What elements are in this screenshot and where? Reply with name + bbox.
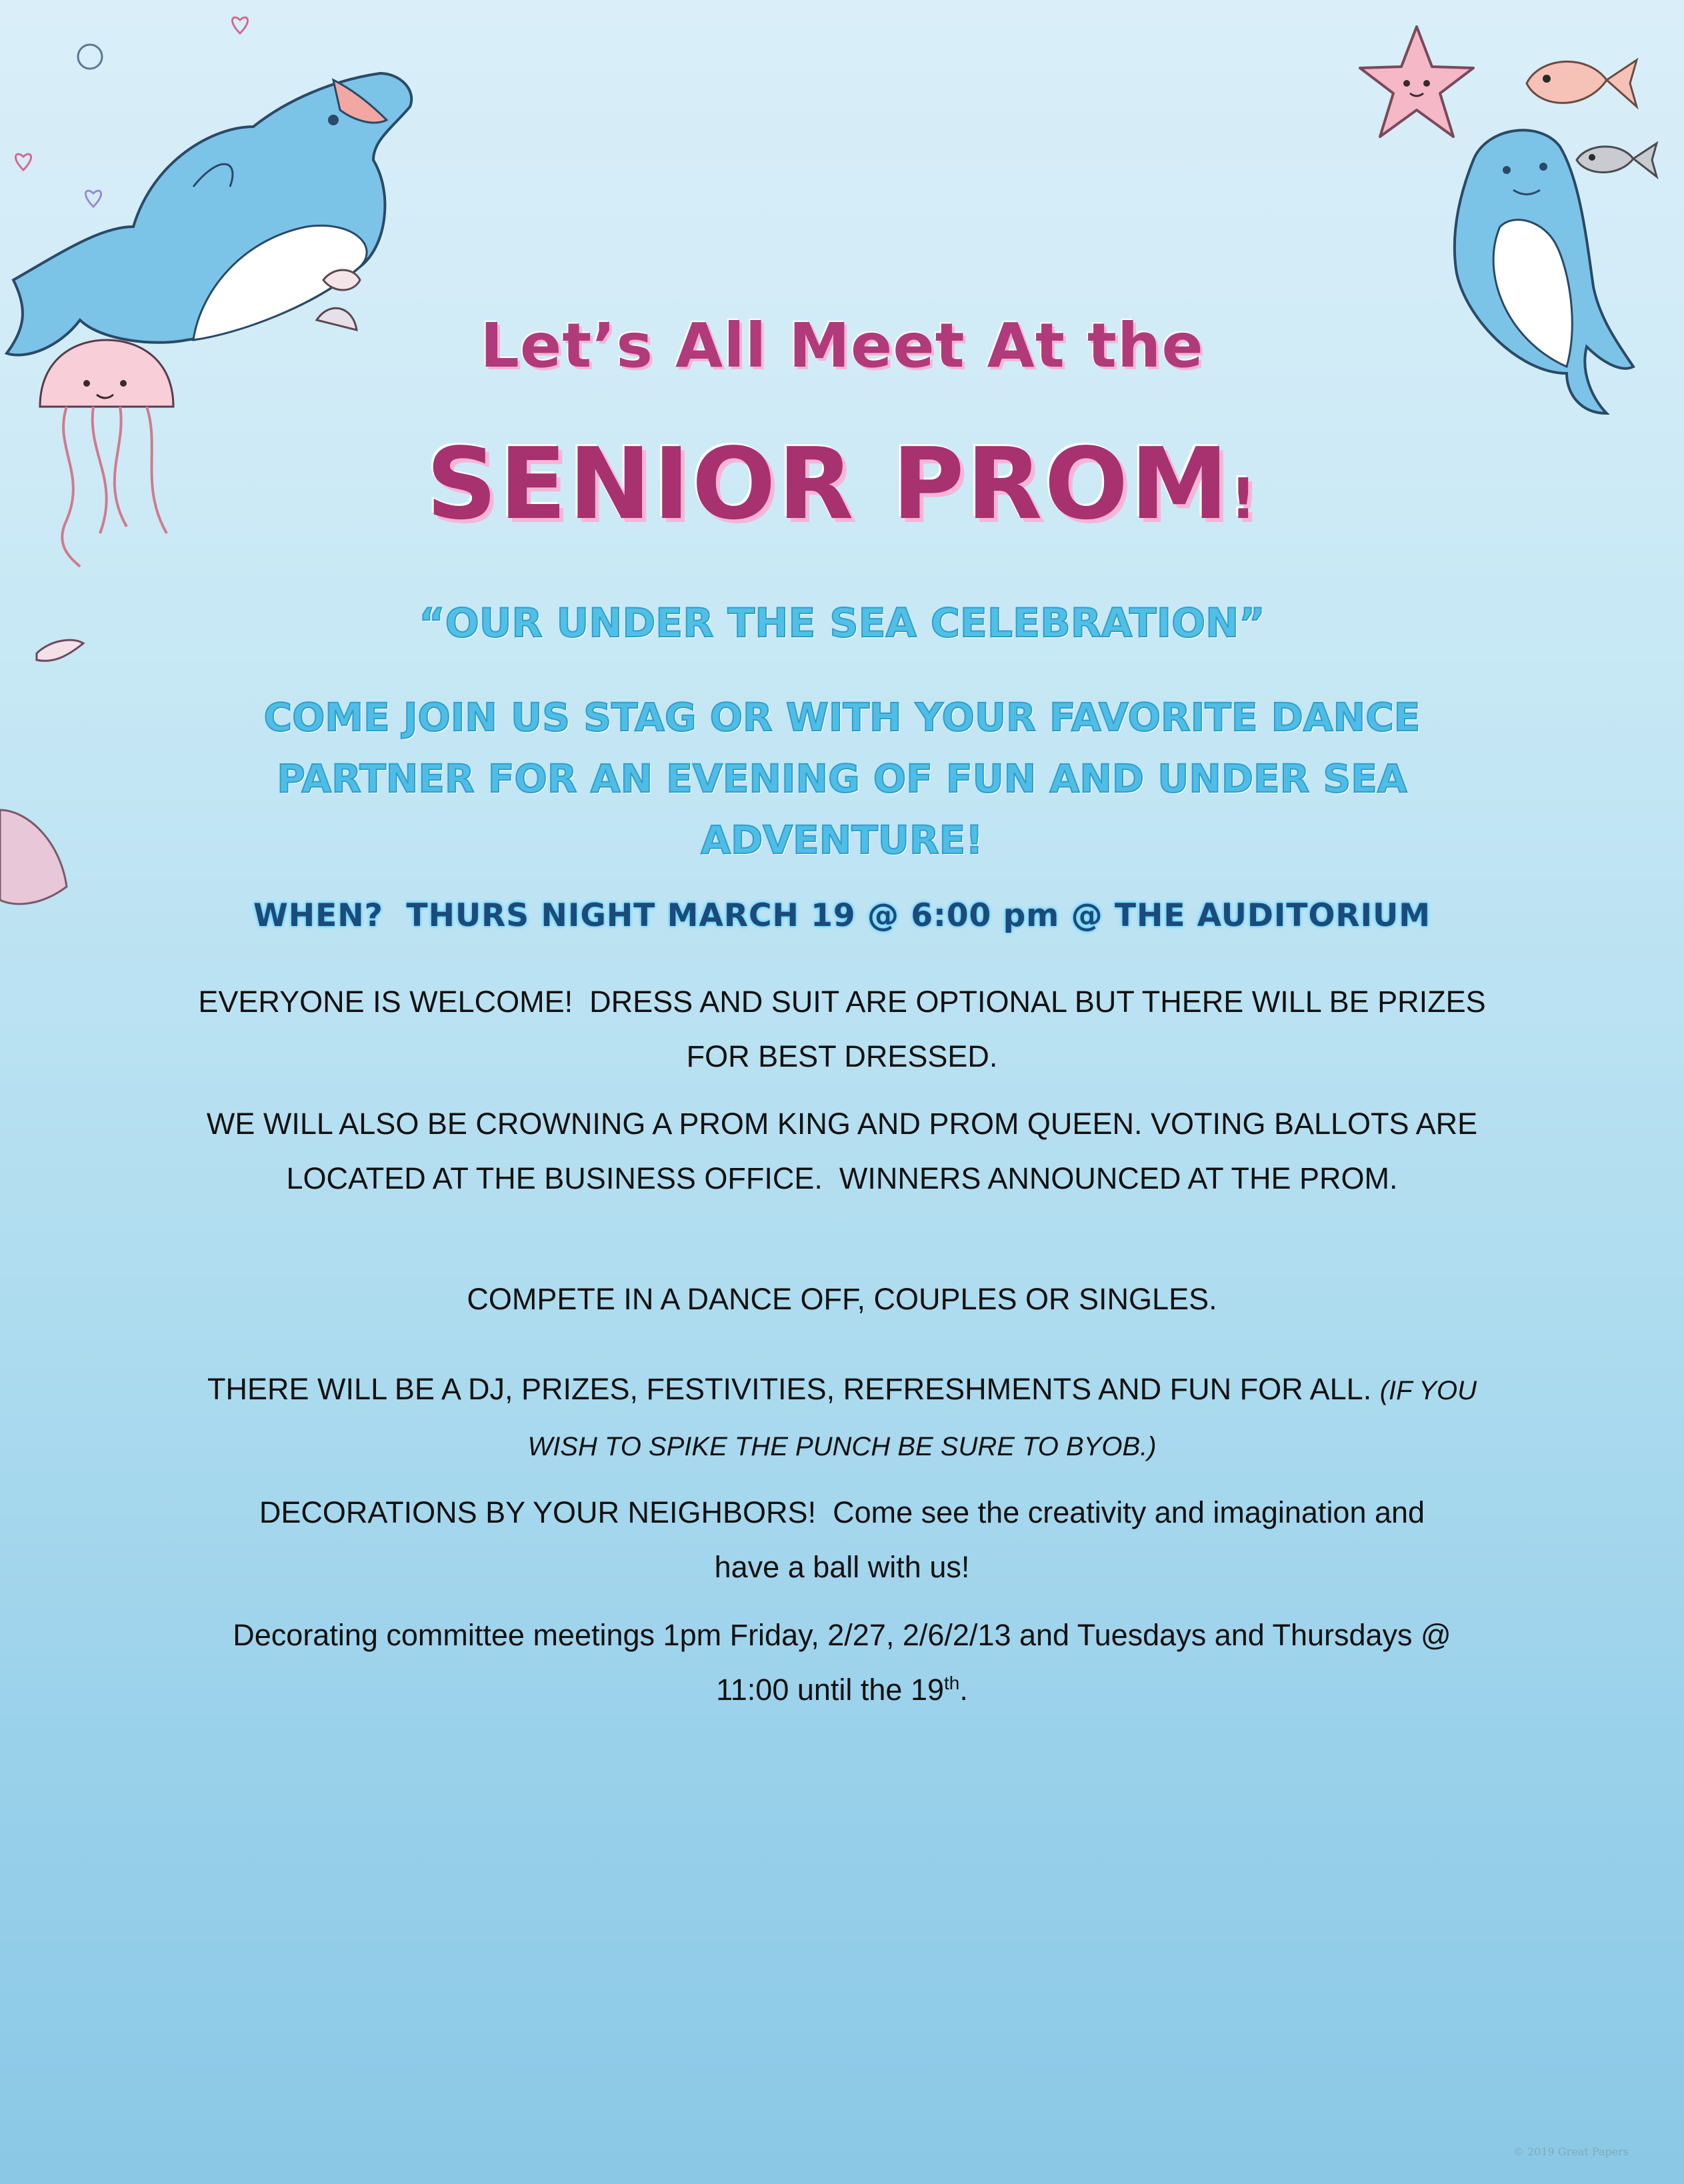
paragraph-committee-meetings-text: Decorating committee meetings 1pm Friday, 2/27, 2/6/2/13 and Tuesdays and Thursdays @ 11:00 until the 19: [233, 1618, 1451, 1707]
gray-fish-illustration: [1567, 133, 1667, 187]
invitation-text: COME JOIN US STAG OR WITH YOUR FAVORITE DANCE PARTNER FOR AN EVENING OF FUN AND UNDER SEA ADVENTURE!: [263, 695, 1421, 863]
heading-senior-prom-text: SENIOR PROM: [426, 427, 1231, 541]
bubble-icon: [78, 45, 102, 69]
paragraph-welcome: EVERYONE IS WELCOME! DRESS AND SUIT ARE OPTIONAL BUT THERE WILL BE PRIZES FOR BEST DRESSED.: [198, 985, 1486, 1073]
tagline: “OUR UNDER THE SEA CELEBRATION”: [419, 600, 1265, 647]
paragraph-byob-aside: (IF YOU WISH TO SPIKE THE PUNCH BE SURE TO BYOB.): [527, 1376, 1477, 1461]
ordinal-suffix: th: [944, 1673, 960, 1693]
paragraph-dj-prizes-text: THERE WILL BE A DJ, PRIZES, FESTIVITIES, REFRESHMENTS AND FUN FOR ALL.: [207, 1372, 1372, 1406]
scallop-shell-icon: [0, 810, 67, 904]
paragraph-dance-off: COMPETE IN A DANCE OFF, COUPLES OR SINGLES.: [467, 1282, 1217, 1316]
event-when: WHEN? THURS NIGHT MARCH 19 @ 6:00 pm @ THE AUDITORIUM: [253, 897, 1431, 934]
heart-icon: [232, 17, 247, 33]
paragraph-committee-meetings: [193, 1608, 1491, 1717]
heading-line-1: Let’s All Meet At the: [480, 310, 1204, 381]
heading-senior-prom: [133, 427, 1551, 541]
paragraph-decorations: DECORATIONS BY YOUR NEIGHBORS! Come see the creativity and imagination and have a ball with us!: [259, 1495, 1425, 1584]
pink-fish-illustration: [1513, 47, 1647, 120]
starfish-illustration: [1353, 20, 1480, 147]
paragraph-end-period: .: [959, 1673, 968, 1707]
copyright-notice: © 2019 Great Papers: [1513, 2145, 1629, 2158]
paragraph-prom-king-queen: WE WILL ALSO BE CROWNING A PROM KING AND PROM QUEEN. VOTING BALLOTS ARE LOCATED AT THE BUSINESS OFFICE. WINNERS ANNOUNCED AT THE PROM.: [206, 1107, 1478, 1195]
seashell-icon: [323, 270, 360, 290]
paragraph-dj-prizes: [200, 1362, 1484, 1474]
heading-exclamation: !: [1230, 466, 1258, 531]
